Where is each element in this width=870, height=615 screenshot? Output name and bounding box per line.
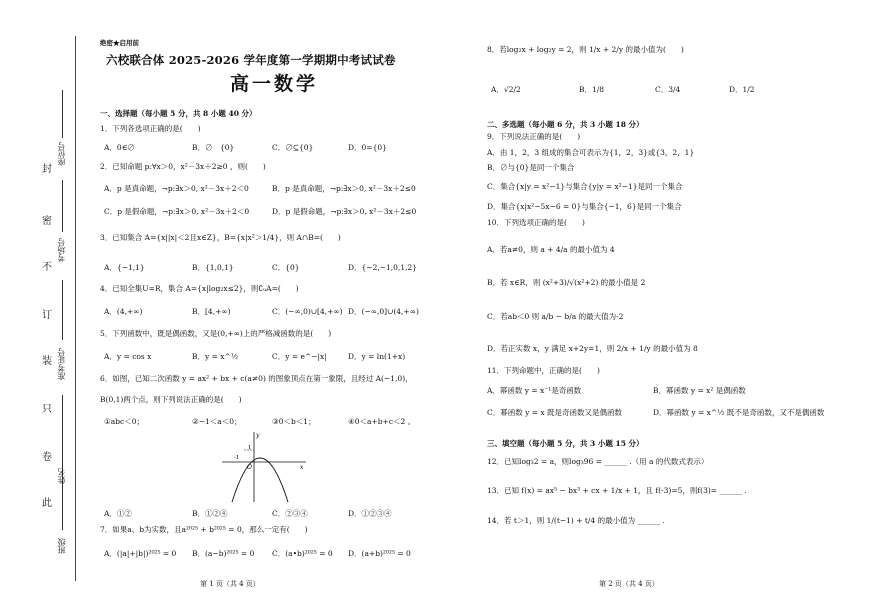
question-6: 6．如图，已知二次函数 y = ax² + bx + c(a≠0) 的图象顶点在第一象限，且经过 A(−1,0)， [100, 374, 413, 383]
question-1: 1．下列各选项正确的是( ) [100, 124, 201, 133]
q10-option-c[interactable]: C．若ab＜0 则 a/b − b/a 的最大值为-2 [487, 312, 624, 321]
q8-option-c[interactable]: C．3/4 [655, 85, 681, 94]
q6-option-c[interactable]: C．②③④ [272, 509, 308, 518]
seal-char: 封 [42, 164, 52, 175]
q3-option-c[interactable]: C．{0} [272, 263, 300, 272]
q3-option-a[interactable]: A．{−1,1} [104, 263, 145, 272]
seal-char: 只 [42, 404, 52, 415]
section-1-heading: 一、选择题（每小题 5 分，共 8 小题 40 分） [100, 109, 257, 118]
question-6-cont: B(0,1)两个点，则下列说法正确的是( ) [100, 395, 242, 404]
q4-option-b[interactable]: B．[4,+∞) [192, 307, 231, 316]
q7-option-c[interactable]: C．(a•b)²⁰²⁵ = 0 [272, 549, 333, 558]
q8-option-a[interactable]: A．√2/2 [491, 85, 521, 94]
page-1-footer: 第 1 页（共 4 页） [200, 580, 260, 588]
binding-strip [0, 0, 92, 615]
seal-char: 卷 [42, 452, 52, 463]
q9-option-d[interactable]: D．集合{x|x²−5x−6 = 0}与集合{−1，6}是同一个集合 [487, 202, 682, 211]
q10-option-d[interactable]: D．若正实数 x，y 满足 x+2y=1，则 2/x + 1/y 的最小值为 8 [487, 344, 698, 353]
q11-option-c[interactable]: C．幂函数 y = x 既是奇函数又是偶函数 [487, 408, 623, 417]
q10-option-b[interactable]: B．若 x∈R，则 (x²+3)/√(x²+2) 的最小值是 2 [487, 278, 646, 287]
q11-option-a[interactable]: A．幂函数 y = x⁻¹是奇函数 [487, 386, 582, 395]
axis-label-y: y [256, 432, 260, 439]
confidential-mark: 绝密★启用前 [100, 39, 139, 47]
room-field-line[interactable] [62, 180, 63, 232]
q6-option-a[interactable]: A．①② [104, 509, 132, 518]
q9-option-a[interactable]: A．由 1，2，3 组成的集合可表示为{1，2，3}或{3，2，1} [487, 148, 695, 157]
q6-statement-1: ①abc＜0； [104, 417, 144, 426]
q6-option-b[interactable]: B．①②④ [192, 509, 228, 518]
q1-option-b[interactable]: B．∅ {0} [192, 143, 235, 152]
q8-option-b[interactable]: B．1/8 [579, 85, 605, 94]
seat-field-line[interactable] [62, 90, 63, 138]
q8-option-d[interactable]: D．1/2 [729, 85, 755, 94]
seat-field-label: 座位号 [57, 142, 66, 166]
q6-statement-4: ④0＜a+b+c＜2 。 [348, 417, 416, 426]
question-12: 12．已知log₃2 = a，则log₃96 = ______ .（用 a 的代数式表示） [487, 457, 709, 466]
q7-option-b[interactable]: B．(a−b)²⁰²⁵ = 0 [192, 549, 255, 558]
name-field-label: 姓名 [57, 468, 66, 484]
q2-option-b[interactable]: B．p 是真命题，¬p:∃x＞0, x²－3x＋2≤0 [272, 184, 416, 193]
exam-number-field-line[interactable] [62, 280, 63, 340]
q3-option-b[interactable]: B．{1,0,1} [192, 263, 234, 272]
q7-option-d[interactable]: D．(a+b)²⁰²⁵ = 0 [348, 549, 411, 558]
question-5: 5．下列函数中，既是偶函数，又是(0,+∞)上的严格减函数的是( ) [100, 329, 332, 338]
question-2: 2．已知命题 p:∀x＞0，x²－3x＋2≥0 ，则( ) [100, 162, 266, 171]
q5-option-d[interactable]: D．y = ln(1+x) [348, 352, 406, 361]
subject-title: 高一数学 [230, 73, 319, 95]
room-field-label: 考场号 [57, 238, 66, 262]
q1-option-a[interactable]: A．0∈∅ [104, 143, 135, 152]
q2-option-c[interactable]: C．p 是假命题，¬p:∃x＞0, x²－3x＋2＜0 [104, 207, 250, 216]
origin-label: O [247, 464, 252, 471]
q9-option-c[interactable]: C．集合{x|y = x²−1}与集合{y|y = x²−1}是同一个集合 [487, 182, 683, 191]
seal-char: 不 [42, 262, 52, 273]
tick-label-neg1: -1 [234, 455, 240, 461]
question-10: 10．下列选项正确的是( ) [487, 218, 585, 227]
seal-char: 此 [42, 498, 52, 509]
question-3: 3．已知集合 A={x||x|＜2且x∈Z}，B={x|x²＞1/4}，则 A∩B=( ) [100, 233, 341, 242]
q4-option-d[interactable]: D．(−∞,0]∪(4,+∞) [348, 307, 419, 316]
q2-option-d[interactable]: D．p 是假命题，¬p:∃x＞0, x²－3x＋2≤0 [272, 207, 417, 216]
q3-option-d[interactable]: D．{−2,−1,0,1,2} [348, 263, 418, 272]
q11-option-d[interactable]: D．幂函数 y = x^½ 既不是奇函数，又不是偶函数 [653, 408, 825, 417]
exam-page-2 [435, 0, 870, 615]
class-field-label: 班级 [57, 538, 66, 554]
question-9: 9．下列说法正确的是( ) [487, 132, 581, 141]
q2-option-a[interactable]: A．p 是真命题，¬p:∃x＞0, x²－3x＋2＜0 [104, 184, 249, 193]
tick-label-1: 1 [248, 445, 252, 451]
question-14: 14．若 t＞1，则 1/(t−1) + t/4 的最小值为 ______ . [487, 516, 665, 525]
question-4: 4．已知全集U=R，集合 A={x|log₂x≤2}，则∁ᵤA=( ) [100, 284, 299, 293]
q1-option-c[interactable]: C．∅⊆{0} [272, 143, 314, 152]
parabola-graph [220, 428, 310, 504]
q5-option-a[interactable]: A．y = cos x [104, 352, 152, 361]
q6-statement-2: ②−1＜a＜0； [192, 417, 242, 426]
q4-option-c[interactable]: C．(−∞,0)∪[4,+∞) [272, 307, 343, 316]
section-2-heading: 二、多选题（每小题 6 分，共 3 小题 18 分） [487, 120, 644, 129]
q5-option-c[interactable]: C．y = e^−|x| [272, 352, 327, 361]
q9-option-b[interactable]: B．∅与{0}是同一个集合 [487, 163, 575, 172]
q7-option-a[interactable]: A．(|a|+|b|)²⁰²⁵ = 0 [104, 549, 177, 558]
exam-title: 六校联合体 2025-2026 学年度第一学期期中考试试卷 [106, 53, 396, 67]
seal-char: 密 [42, 216, 52, 227]
section-3-heading: 三、填空题（每小题 5 分，共 3 小题 15 分） [487, 439, 644, 448]
q4-option-a[interactable]: A．(4,+∞) [104, 307, 143, 316]
seal-char: 装 [42, 356, 52, 367]
question-11: 11．下列命题中，正确的是( ) [487, 366, 600, 375]
exam-number-field-label: 准考证号 [57, 348, 66, 380]
q6-option-d[interactable]: D．①②③④ [348, 509, 392, 518]
axis-label-x: x [300, 464, 304, 471]
question-13: 13．已知 f(x) = ax⁵ − bx³ + cx + 1/x + 1，且 f(-3)=5，则f(3)= ______ . [487, 486, 747, 495]
question-8: 8．若log₂x + log₂y = 2，则 1/x + 2/y 的最小值为( ) [487, 45, 684, 54]
q11-option-b[interactable]: B．幂函数 y = x² 是偶函数 [653, 386, 746, 395]
binding-line [75, 36, 76, 581]
seal-char: 订 [42, 310, 52, 321]
q5-option-b[interactable]: B．y = x^½ [192, 352, 239, 361]
parabola-curve [232, 458, 288, 502]
question-7: 7．如果a、b为实数，且a²⁰²⁵ + b²⁰²⁵ = 0，那么一定有( ) [100, 525, 308, 534]
q10-option-a[interactable]: A．若a≠0，则 a + 4/a 的最小值为 4 [487, 245, 615, 254]
name-field-line[interactable] [62, 395, 63, 460]
page-2-footer: 第 2 页（共 4 页） [599, 580, 659, 588]
q6-statement-3: ③0＜b＜1； [272, 417, 316, 426]
q1-option-d[interactable]: D．0={0} [348, 143, 387, 152]
